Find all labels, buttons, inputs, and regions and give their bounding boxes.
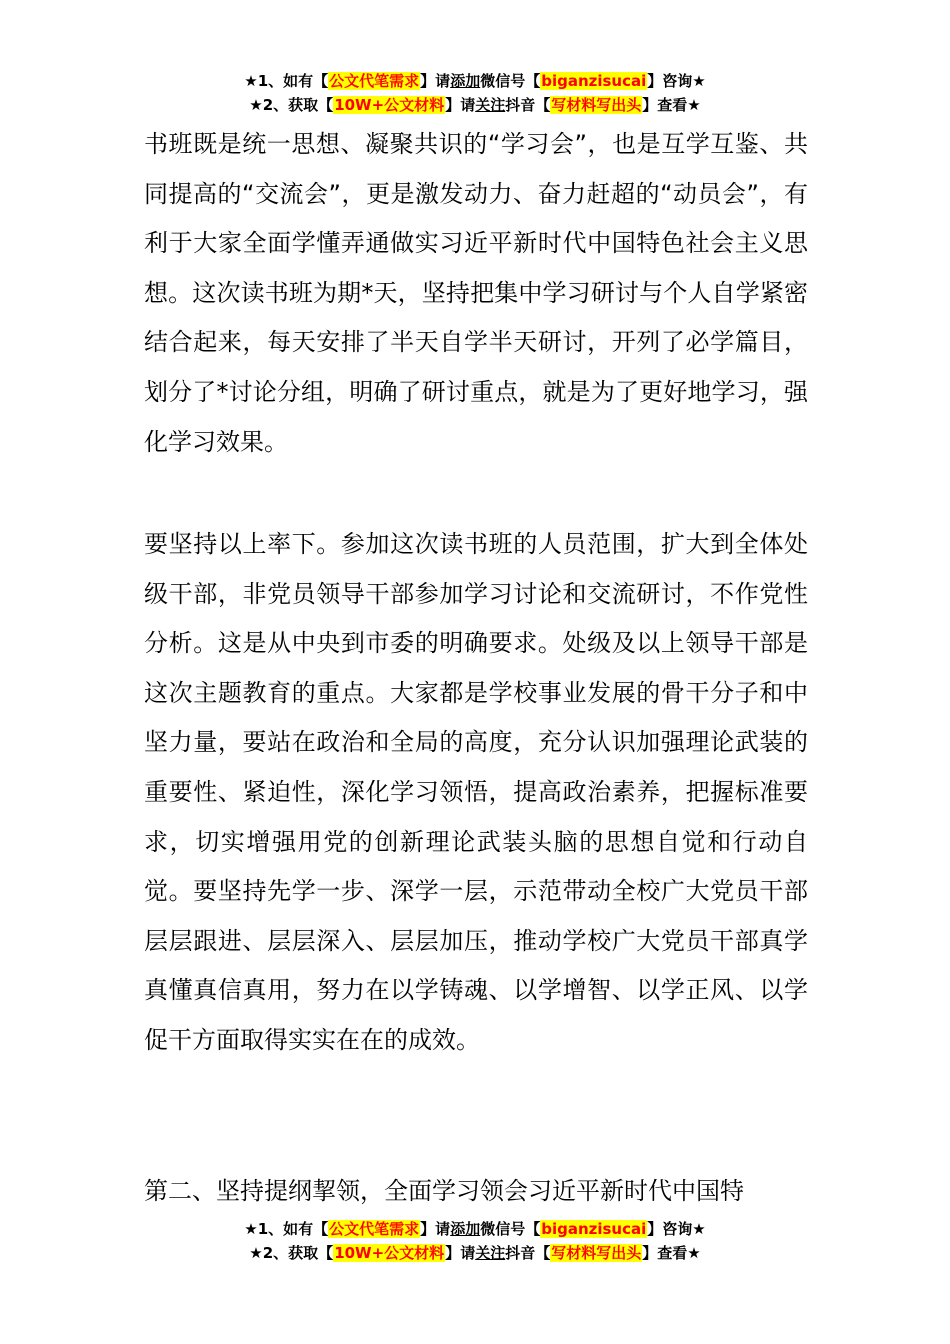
paragraph-text: 第二、坚持提纲挈领，全面学习领会习近平新时代中国特 (144, 1177, 744, 1205)
underlined-text: 关注 (475, 96, 506, 114)
banner-text: 】咨询★ (647, 72, 706, 90)
banner-line-2 (0, 1242, 950, 1266)
underlined-text: 关注 (475, 1244, 506, 1262)
banner-text: 】咨询★ (647, 1220, 706, 1238)
banner-text: 】请 (445, 96, 476, 114)
paragraph-text: 书班既是统一思想、凝聚共识的“学习会”，也是互学互鉴、共同提高的“交流会”，更是激发动力、奋力赶超的“动员会”，有利于大家全面学懂弄通做实习近平新时代中国特色社会主义思想。这次读书班为期*天，坚持把集中学习研讨与个人自学紧密结合起来，每天安排了半天自学半天研讨，开列了必学篇目，划分了*讨论分组，明确了研讨重点，就是为了更好地学习，强化学习效果。 (144, 130, 808, 456)
highlight-text: 公文代笔需求 (329, 1220, 420, 1238)
banner-text: ★1、如有【 (244, 72, 329, 90)
banner-text: ★2、获取【 (249, 1244, 334, 1262)
document-paragraph-2 (144, 520, 808, 1066)
underlined-text: 添加 (450, 72, 481, 90)
header-banner (0, 70, 950, 118)
paragraph-text: 要坚持以上率下。参加这次读书班的人员范围，扩大到全体处级干部，非党员领导干部参加学习讨论和交流研讨，不作党性分析。这是从中央到市委的明确要求。处级及以上领导干部是这次主题教育的重点。大家都是学校事业发展的骨干分子和中坚力量，要站在政治和全局的高度，充分认识加强理论武装的重要性、紧迫性，深化学习领悟，提高政治素养，把握标准要求，切实增强用党的创新理论武装头脑的思想自觉和行动自觉。要坚持先学一步、深学一层，示范带动全校广大党员干部层层跟进、层层深入、层层加压，推动学校广大党员干部真学真懂真信真用，努力在以学铸魂、以学增智、以学正风、以学促干方面取得实实在在的成效。 (144, 530, 808, 1054)
banner-text: 】请 (420, 72, 451, 90)
banner-text: 】查看★ (642, 96, 701, 114)
banner-line-2 (0, 94, 950, 118)
underlined-text: 添加 (450, 1220, 481, 1238)
banner-text: 抖音【 (505, 96, 551, 114)
banner-line-1 (0, 70, 950, 94)
banner-text: 抖音【 (505, 1244, 551, 1262)
banner-text: 】请 (445, 1244, 476, 1262)
douyin-id: 写材料写出头 (551, 96, 642, 114)
footer-banner (0, 1218, 950, 1266)
banner-line-1 (0, 1218, 950, 1242)
wechat-id: biganzisucai (541, 72, 647, 90)
banner-text: ★2、获取【 (249, 96, 334, 114)
douyin-id: 写材料写出头 (551, 1244, 642, 1262)
banner-text: 】查看★ (642, 1244, 701, 1262)
banner-text: 微信号【 (480, 72, 541, 90)
document-paragraph-1 (144, 120, 808, 467)
document-paragraph-3 (144, 1167, 808, 1217)
wechat-id: biganzisucai (541, 1220, 647, 1238)
highlight-text: 10W+公文材料 (334, 1244, 445, 1262)
banner-text: 】请 (420, 1220, 451, 1238)
highlight-text: 10W+公文材料 (334, 96, 445, 114)
banner-text: ★1、如有【 (244, 1220, 329, 1238)
highlight-text: 公文代笔需求 (329, 72, 420, 90)
banner-text: 微信号【 (480, 1220, 541, 1238)
